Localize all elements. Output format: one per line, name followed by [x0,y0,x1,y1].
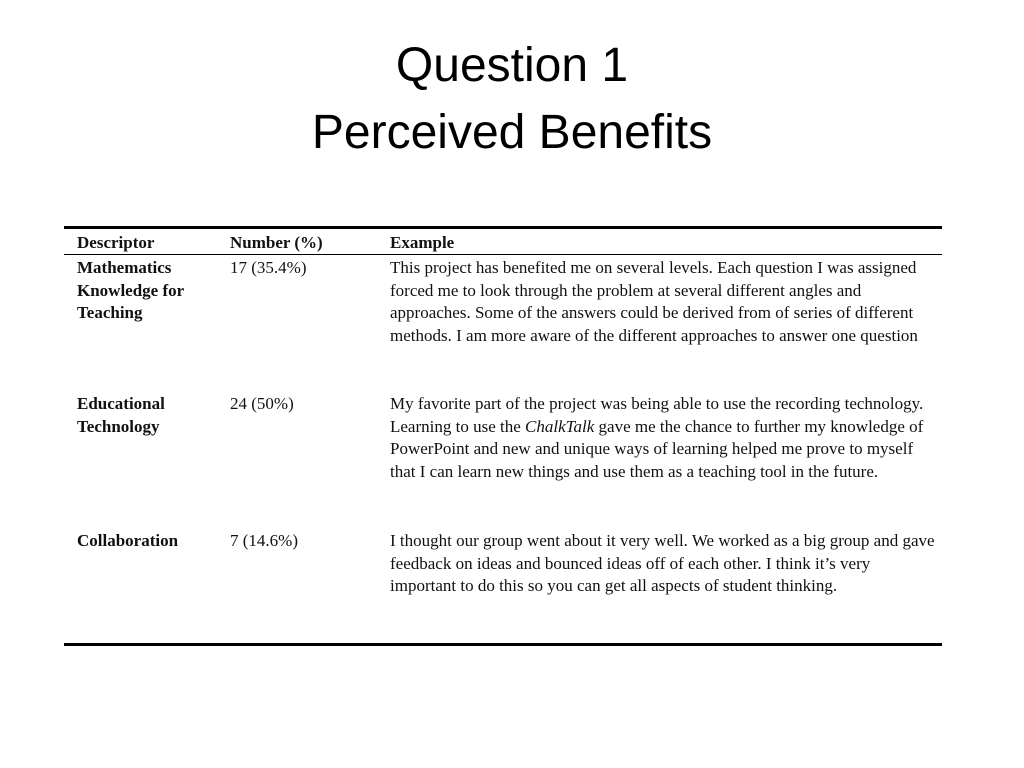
slide-title [0,32,1024,166]
title-line-1: Question 1 [395,39,629,92]
descriptor-cell: Educational Technology [77,394,165,436]
example-text-part1: My favorite part of the project was being able to use the recording technology. Learning to use the [390,394,924,436]
table-header-row [64,232,942,255]
header-descriptor: Descriptor [77,233,155,252]
number-cell: 17 (35.4%) [230,258,307,277]
example-cell: I thought our group went about it very well. We worked as a big group and gave feedback on ideas and bounced ideas off of each other. I think it’s very important to do this so you can get all aspects of student thinking. [390,531,935,596]
title-line-2: Perceived Benefits [311,106,713,160]
example-italic-term: ChalkTalk [525,416,595,436]
descriptor-cell: Mathematics Knowledge for Teaching [77,258,184,323]
descriptor-cell: Collaboration [77,531,179,550]
example-cell [390,393,936,484]
header-example: Example [390,233,455,252]
header-number: Number (%) [230,233,323,252]
number-cell: 7 (14.6%) [230,531,298,550]
example-text-part2: gave me the chance to further my knowledge of PowerPoint and new and unique ways of learning helped me prove to myself that I can learn new things and use them as a teaching tool in the future. [390,416,924,482]
number-cell: 24 (50%) [230,394,294,413]
example-cell: This project has benefited me on several levels. Each question I was assigned forced me to look through the problem at several different angles and approaches. Some of the answers could be derived from of series of different methods. I am more aware of the different approaches to answer one question [390,258,918,346]
benefits-table [64,226,942,646]
